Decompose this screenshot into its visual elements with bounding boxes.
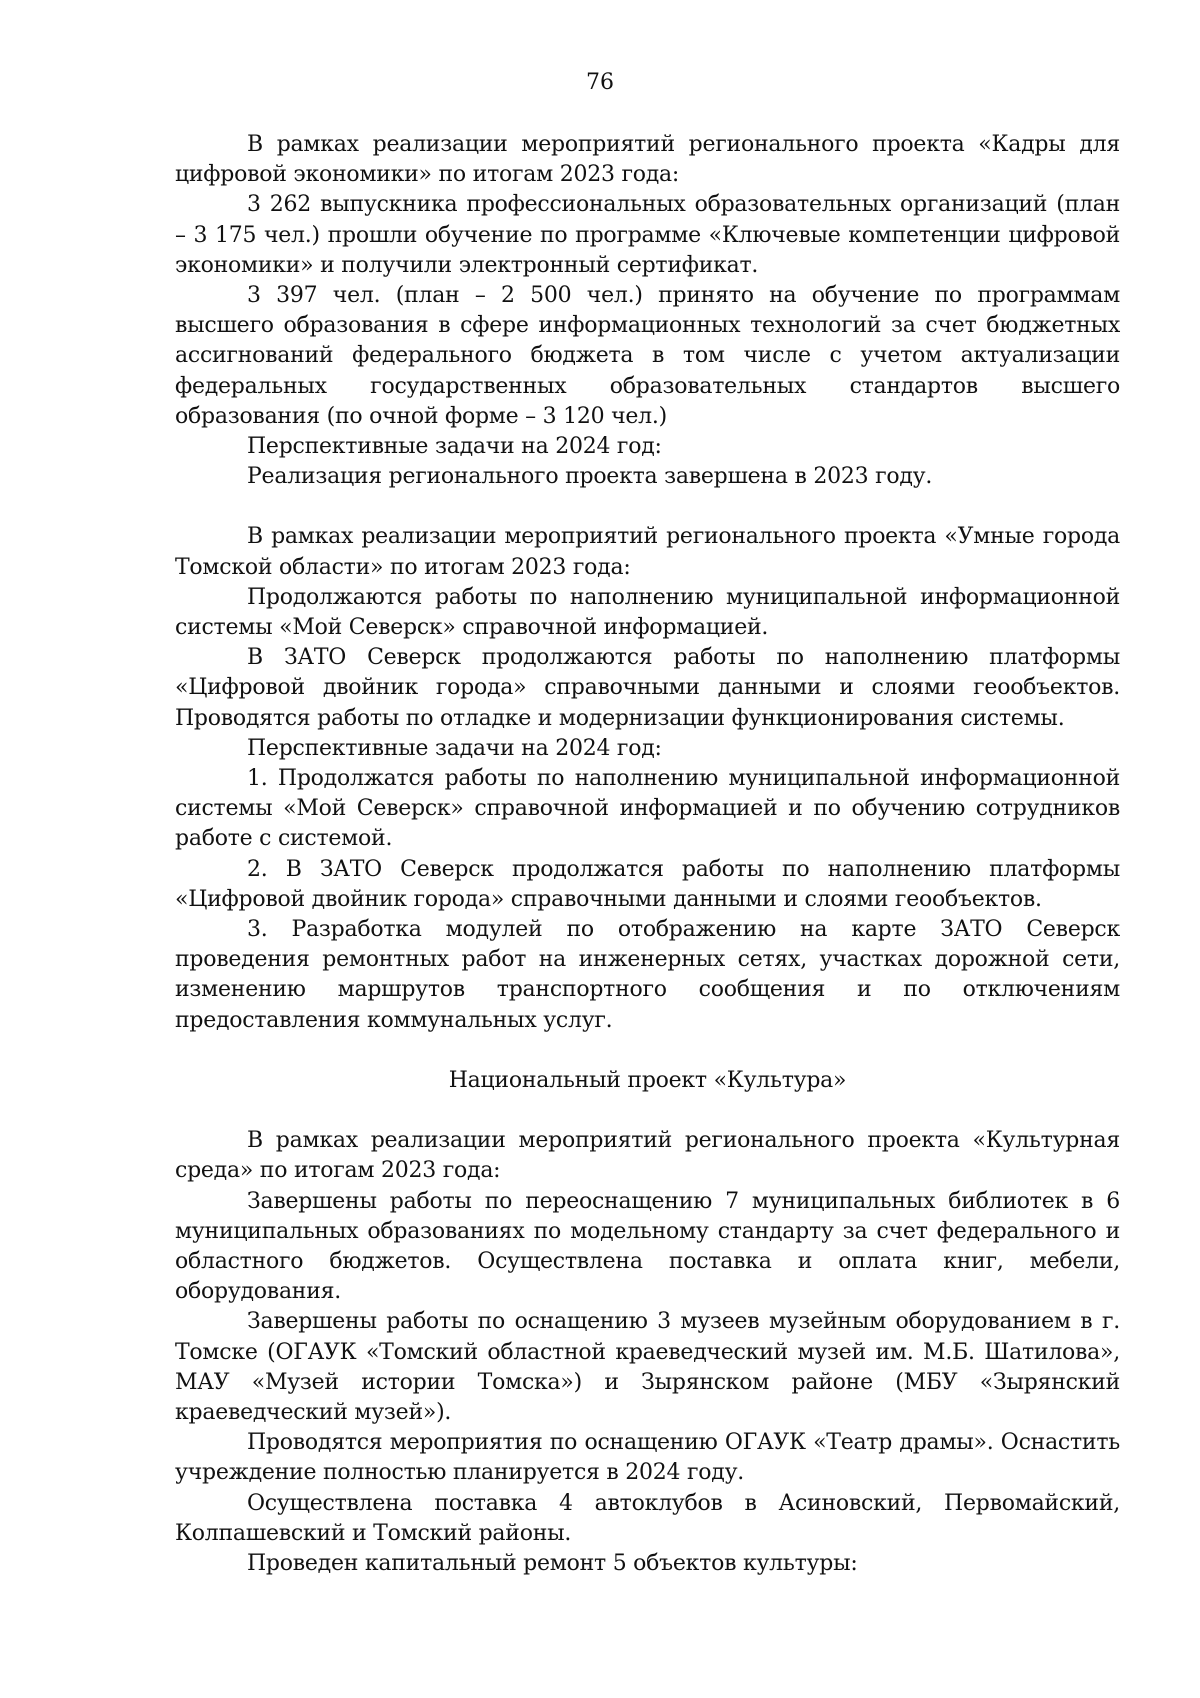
- section-heading: Национальный проект «Культура»: [448, 1067, 847, 1093]
- section-digital-economy-staff: [175, 130, 1120, 492]
- page-number: 76: [586, 70, 614, 95]
- paragraph: В рамках реализации мероприятий регионального проекта «Культурная среда» по итогам 2023 года:: [175, 1128, 1120, 1184]
- paragraph: Перспективные задачи на 2024 год:: [247, 735, 662, 761]
- paragraph: Завершены работы по оснащению 3 музеев музейным оборудованием в г. Томске (ОГАУК «Томский областной краеведческий музей им. М.Б. Шатилова», МАУ «Музей истории Томска») и Зырянском районе (МБУ «Зырянский краеведческий музей»).: [175, 1309, 1120, 1425]
- paragraph: В ЗАТО Северск продолжаются работы по наполнению платформы «Цифровой двойник города» справочными данными и слоями геообъектов. Проводятся работы по отладке и модернизации функционирования системы.: [175, 645, 1120, 731]
- paragraph: Завершены работы по переоснащению 7 муниципальных библиотек в 6 муниципальных образованиях по модельному стандарту за счет федерального и областного бюджетов. Осуществлена поставка и оплата книг, мебели, оборудования.: [175, 1188, 1120, 1305]
- paragraph: Продолжаются работы по наполнению муниципальной информационной системы «Мой Северск» справочной информацией.: [175, 584, 1120, 641]
- paragraph: 3 397 чел. (план – 2 500 чел.) принято на обучение по программам высшего образования в сфере информационных технологий за счет бюджетных ассигнований федерального бюджета в том числе с учетом актуализации федеральных государственных образовательных стандартов высшего образования (по очной форме – 3 120 чел.): [175, 283, 1120, 429]
- section-heading-culture: [175, 1066, 1120, 1096]
- paragraph: Перспективные задачи на 2024 год:: [247, 434, 662, 460]
- paragraph: Проводятся мероприятия по оснащению ОГАУК «Театр драмы». Оснастить учреждение полностью планируется в 2024 году.: [175, 1430, 1120, 1486]
- paragraph: 1. Продолжатся работы по наполнению муниципальной информационной системы «Мой Северск» справочной информацией и по обучению сотрудников работе с системой.: [175, 766, 1120, 852]
- paragraph: Осуществлена поставка 4 автоклубов в Асиновский, Первомайский, Колпашевский и Томский районы.: [175, 1490, 1120, 1546]
- paragraph: В рамках реализации мероприятий регионального проекта «Умные города Томской области» по итогам 2023 года:: [175, 524, 1120, 580]
- paragraph: Проведен капитальный ремонт 5 объектов культуры:: [247, 1550, 858, 1576]
- paragraph: В рамках реализации мероприятий регионального проекта «Кадры для цифровой экономики» по итогам 2023 года:: [175, 132, 1120, 188]
- section-smart-cities: [175, 522, 1120, 1035]
- paragraph: 3. Разработка модулей по отображению на карте ЗАТО Северск проведения ремонтных работ на инженерных сетях, участках дорожной сети, изменению маршрутов транспортного сообщения и по отключениям предоставления коммунальных услуг.: [175, 917, 1120, 1033]
- paragraph: 3 262 выпускника профессиональных образовательных организаций (план – 3 175 чел.) прошли обучение по программе «Ключевые компетенции цифровой экономики» и получили электронный сертификат.: [175, 192, 1120, 278]
- paragraph: 2. В ЗАТО Северск продолжатся работы по наполнению платформы «Цифровой двойник города» справочными данными и слоями геообъектов.: [175, 856, 1120, 912]
- section-cultural-environment: [175, 1126, 1120, 1579]
- paragraph: Реализация регионального проекта завершена в 2023 году.: [247, 464, 933, 490]
- document-body: [175, 130, 1120, 1579]
